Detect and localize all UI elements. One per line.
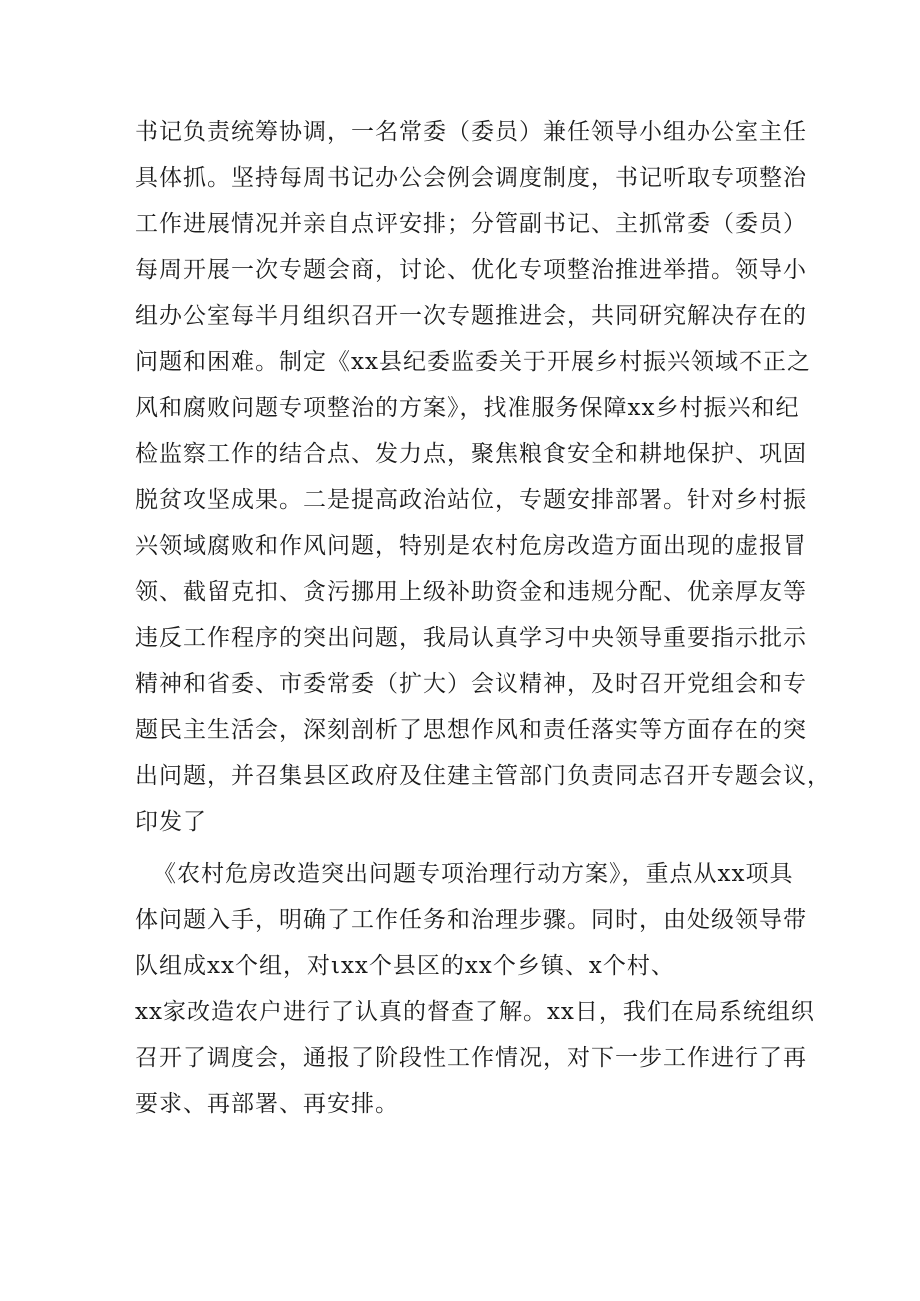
text-line-14: 题民主生活会，深刻剖析了思想作风和责任落实等方面存在的突: [135, 717, 807, 743]
text-line-3: 工作进展情况并亲自点评安排；分管副书记、主抓常委（委员）: [135, 211, 807, 237]
text-line-20: xx家改造农户进行了认真的督查了解。xx日，我们在局系统组织: [135, 999, 815, 1025]
text-line-18: 体问题入手，明确了工作任务和治理步骤。同时，由处级领导带: [135, 907, 807, 933]
text-line-1: 书记负责统筹协调，一名常委（委员）兼任领导小组办公室主任: [135, 119, 807, 145]
text-line-21: 召开了调度会，通报了阶段性工作情况，对下一步工作进行了再: [135, 1045, 807, 1071]
text-line-22: 要求、再部署、再安排。: [135, 1091, 399, 1117]
text-line-4: 每周开展一次专题会商，讨论、优化专项整治推进举措。领导小: [135, 257, 807, 283]
text-line-2: 具体抓。坚持每周书记办公会例会调度制度，书记听取专项整治: [135, 165, 807, 191]
text-line-9: 脱贫攻坚成果。二是提高政治站位，专题安排部署。针对乡村振: [135, 487, 807, 513]
text-line-16: 印发了: [135, 809, 207, 835]
text-line-7: 风和腐败问题专项整治的方案》，找准服务保障xx乡村振兴和纪: [135, 395, 800, 421]
text-line-6: 问题和困难。制定《xx县纪委监委关于开展乡村振兴领域不正之: [135, 349, 811, 375]
text-line-8: 检监察工作的结合点、发力点，聚焦粮食安全和耕地保护、巩固: [135, 441, 807, 467]
text-line-13: 精神和省委、市委常委（扩大）会议精神，及时召开党组会和专: [135, 671, 807, 697]
text-line-15: 出问题，并召集县区政府及住建主管部门负责同志召开专题会议，: [135, 763, 831, 789]
text-line-5: 组办公室每半月组织召开一次专题推进会，共同研究解决存在的: [135, 303, 807, 329]
text-line-19: 队组成xx个组，对ιxx个县区的xx个乡镇、x个村、: [135, 953, 675, 979]
text-line-17: 《农村危房改造突出问题专项治理行动方案》，重点从xx项具: [153, 861, 794, 887]
text-line-12: 违反工作程序的突出问题，我局认真学习中央领导重要指示批示: [135, 625, 807, 651]
text-line-10: 兴领域腐败和作风问题，特别是农村危房改造方面出现的虚报冒: [135, 533, 807, 559]
text-line-11: 领、截留克扣、贪污挪用上级补助资金和违规分配、优亲厚友等: [135, 579, 807, 605]
